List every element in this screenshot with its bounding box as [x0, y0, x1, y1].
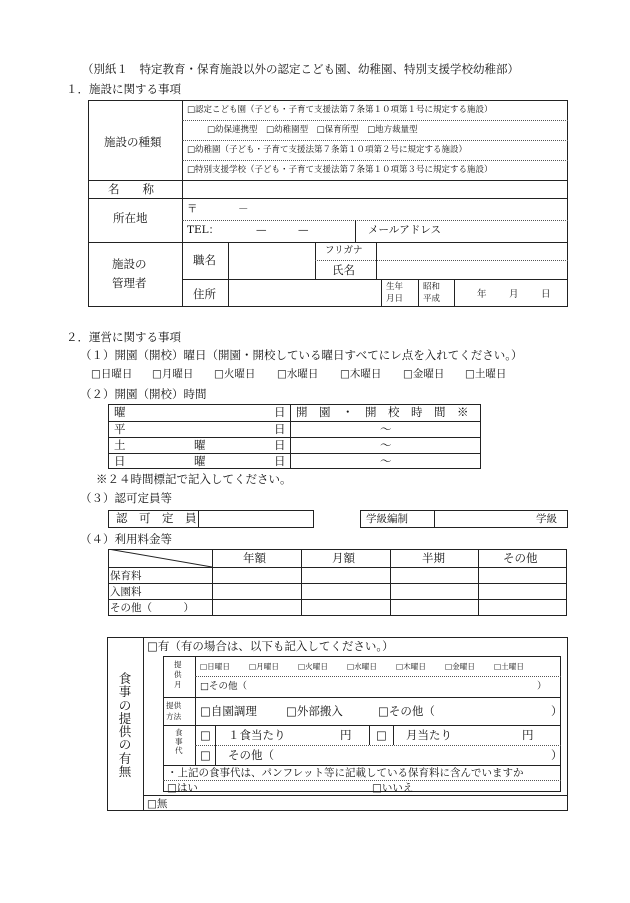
type-kodomoen[interactable]: □認定こども園（子ども・子育て支援法第７条第１０項第１号に規定する施設） [187, 105, 493, 115]
meal-side-label: 食 事 の 提 供 の 有 無 [118, 671, 132, 779]
day-monday[interactable]: □月曜日 [152, 368, 194, 380]
fee-row-other: その他（ ） [110, 602, 194, 614]
fee-table-diagonal [108, 549, 212, 567]
method-label-2: 方法 [166, 712, 182, 721]
hours-header-day-2: 日 [274, 405, 286, 419]
fee-col-half: 半期 [422, 551, 445, 565]
hours-row-label: 日 [274, 422, 286, 436]
year-label: 年 [477, 289, 487, 300]
method-other[interactable]: □その他（ [378, 704, 435, 718]
furigana-label: フリガナ [325, 245, 363, 256]
class-system-label: 学級編制 [366, 513, 408, 525]
class-unit: 学級 [536, 513, 557, 525]
fee-col-other: その他 [503, 551, 538, 565]
meal-yes-option[interactable]: □有（有の場合は、以下も記入してください。） [147, 639, 394, 653]
hours-row-label: 日 [114, 454, 126, 468]
hours-tilde[interactable]: ～ [380, 454, 392, 468]
month-label-3: 月 [174, 680, 182, 689]
day-label: 日 [541, 289, 551, 300]
postal-dash: － [238, 203, 249, 215]
method-in-house[interactable]: □自園調理 [200, 704, 257, 718]
meal-day-tuesday[interactable]: □火曜日 [298, 662, 328, 671]
birth-label-2: 月日 [386, 294, 404, 304]
document-header: （別紙１ 特定教育・保育施設以外の認定こども園、幼稚園、特別支援学校幼稚部） [82, 62, 519, 76]
cost-per-meal-label: １食当たり [228, 728, 286, 742]
day-tuesday[interactable]: □火曜日 [214, 368, 256, 380]
fee-col-monthly: 月額 [332, 551, 355, 565]
hours-row-label: 土 [114, 438, 126, 452]
method-label-1: 提供 [166, 701, 182, 710]
position-label: 職名 [193, 253, 216, 267]
cost-label-3: 代 [175, 746, 183, 755]
meal-none-option[interactable]: □無 [147, 798, 168, 810]
section1-title: １．施設に関する事項 [66, 82, 181, 96]
facility-type-label: 施設の種類 [104, 135, 162, 149]
manager-label-1: 施設の [112, 257, 147, 271]
cost-other-close: ） [551, 748, 563, 762]
cost-other-check[interactable]: □ [200, 748, 211, 762]
day-wednesday[interactable]: □水曜日 [277, 368, 319, 380]
era-heisei[interactable]: 平成 [423, 294, 441, 304]
meal-day-friday[interactable]: □金曜日 [445, 662, 475, 671]
meal-day-saturday[interactable]: □土曜日 [494, 662, 524, 671]
month-label-2: 供 [174, 670, 182, 679]
included-yes[interactable]: □はい [167, 782, 198, 794]
type-special-school[interactable]: □特別支援学校（子ども・子育て支援法第７条第１０項第３号に規定する施設） [187, 165, 493, 175]
included-no[interactable]: □いいえ [372, 782, 414, 794]
meal-day-monday[interactable]: □月曜日 [249, 662, 279, 671]
month-other-option[interactable]: □その他（ [200, 681, 247, 692]
person-name-label: 氏名 [332, 263, 355, 277]
name-label: 名 称 [108, 182, 154, 196]
address-label: 住所 [193, 287, 216, 301]
hours-header-time: 開 園 ・ 開 校 時 間 ※ [296, 405, 469, 419]
meal-day-thursday[interactable]: □木曜日 [396, 662, 426, 671]
hours-row-label: 曜 [194, 454, 206, 468]
hours-row-label: 日 [274, 454, 286, 468]
method-other-close: ） [551, 704, 563, 718]
cost-other-label: その他（ [228, 748, 274, 762]
type-subtypes[interactable]: □幼保連携型 □幼稚園型 □保育所型 □地方裁量型 [207, 125, 418, 135]
hours-row-label: 曜 [194, 438, 206, 452]
birth-label-1: 生年 [386, 282, 404, 292]
day-friday[interactable]: □金曜日 [403, 368, 445, 380]
hours-header-day-1: 曜 [114, 405, 126, 419]
section2-title: ２．運営に関する事項 [66, 330, 181, 344]
capacity-label: 認 可 定 員 [116, 511, 197, 525]
tel-label: TEL： [187, 224, 220, 236]
hours-tilde[interactable]: ～ [380, 438, 392, 452]
meal-day-sunday[interactable]: □日曜日 [200, 662, 230, 671]
hours-row-label: 日 [274, 438, 286, 452]
month-label: 月 [509, 289, 519, 300]
cost-per-meal-yen: 円 [340, 728, 352, 742]
q2-title: （２）開園（開校）時間 [80, 387, 207, 401]
email-label: メールアドレス [368, 224, 441, 236]
hours-tilde[interactable]: ～ [380, 422, 392, 436]
fee-col-annual: 年額 [243, 551, 266, 565]
tel-dashes: — — [256, 224, 309, 236]
hours-row-label: 平 [114, 422, 126, 436]
cost-per-meal-check[interactable]: □ [200, 728, 211, 742]
q3-title: （３）認可定員等 [80, 491, 172, 505]
era-showa[interactable]: 昭和 [423, 282, 441, 292]
method-external[interactable]: □外部搬入 [286, 704, 343, 718]
cost-per-month-check[interactable]: □ [376, 728, 387, 742]
cost-per-month-yen: 円 [522, 728, 534, 742]
day-sunday[interactable]: □日曜日 [91, 368, 133, 380]
manager-label-2: 管理者 [112, 276, 147, 290]
cost-label-1: 食 [175, 728, 183, 737]
hours-note: ※２４時間標記で記入してください。 [96, 472, 292, 486]
cost-per-month-label: 月当たり [406, 728, 452, 742]
day-thursday[interactable]: □木曜日 [340, 368, 382, 380]
capacity-field[interactable] [199, 511, 313, 527]
name-field[interactable] [183, 181, 567, 197]
included-question: ・上記の食事代は、パンフレット等に記載している保育料に含んでいますか [167, 767, 524, 779]
fee-row-childcare: 保育料 [110, 570, 142, 582]
location-label: 所在地 [113, 211, 148, 225]
q4-title: （４）利用料金等 [80, 532, 172, 546]
month-label-1: 提 [174, 660, 182, 669]
cost-label-2: 事 [175, 737, 183, 746]
meal-day-wednesday[interactable]: □水曜日 [347, 662, 377, 671]
fee-row-admission: 入園料 [110, 586, 142, 598]
postal-mark: 〒 [187, 203, 198, 215]
type-kindergarten[interactable]: □幼稚園（子ども・子育て支援法第７条第１０項第２号に規定する施設） [187, 145, 468, 155]
day-saturday[interactable]: □土曜日 [465, 368, 507, 380]
month-other-close: ） [537, 681, 547, 692]
q1-title: （１）開園（開校）曜日（開園・開校している曜日すべてにレ点を入れてください。） [80, 348, 523, 362]
